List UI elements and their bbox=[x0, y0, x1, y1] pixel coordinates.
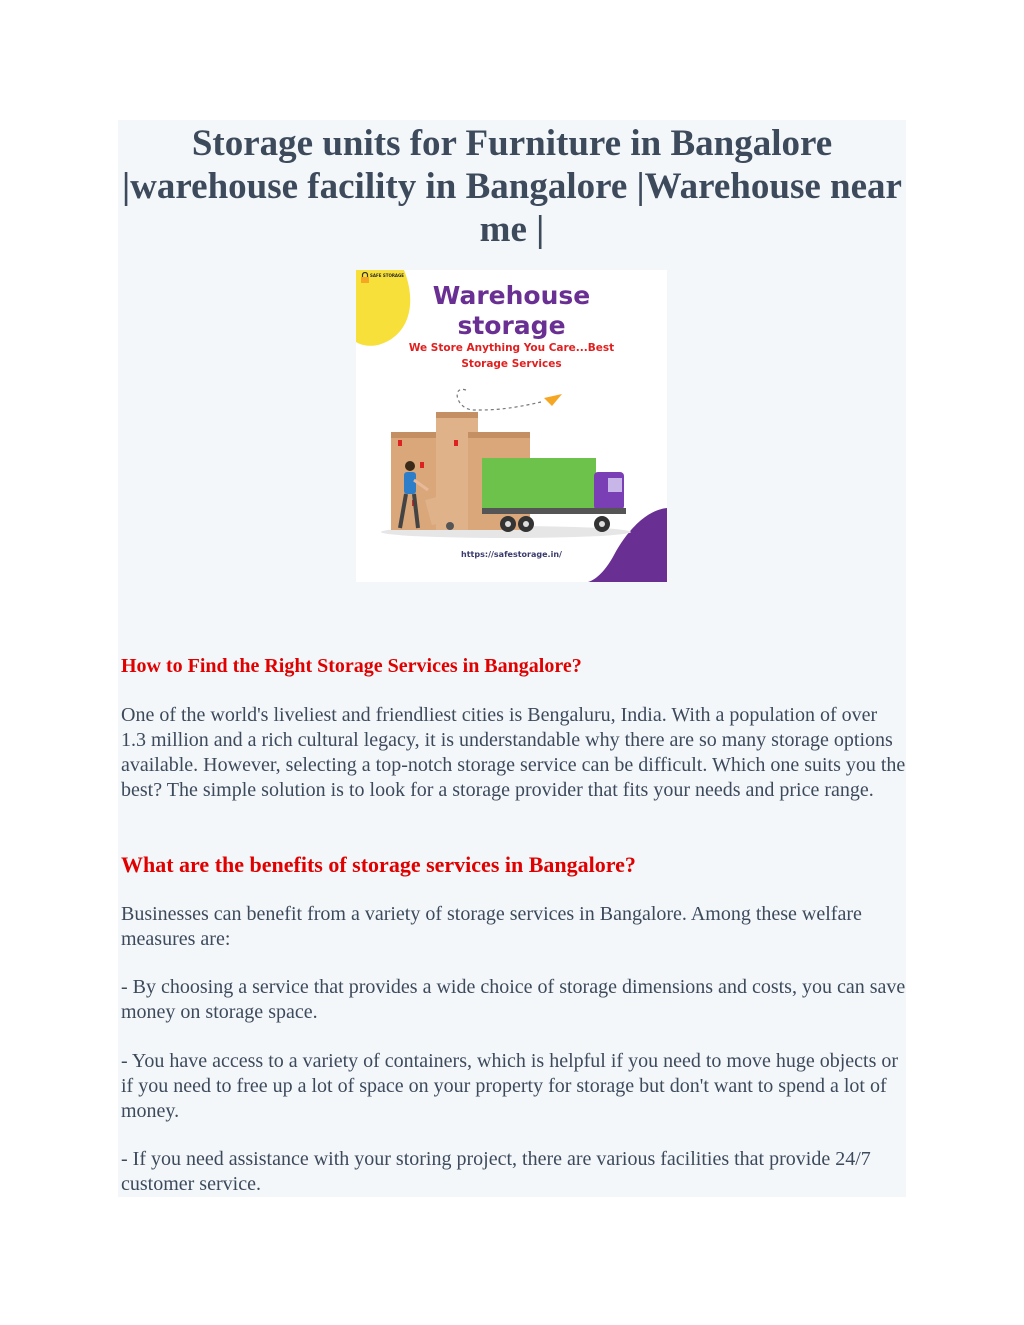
banner-url: https://safestorage.in/ bbox=[461, 550, 562, 559]
benefit-item: - If you need assistance with your storing project, there are various facilities that provide 24/7 customer service. bbox=[121, 1148, 871, 1195]
dotted-path bbox=[457, 389, 541, 410]
banner-tagline: We Store Anything You Care...Best Storage Services bbox=[408, 342, 615, 370]
section1-heading: How to Find the Right Storage Services in Bangalore? bbox=[121, 655, 582, 677]
banner-heading-line1: Warehouse bbox=[432, 281, 591, 310]
truck bbox=[482, 458, 626, 532]
benefit-item: - You have access to a variety of containers, which is helpful if you need to move huge objects or if you need to free up a lot of space on your property for storage but don't want to spend a lot of money. bbox=[121, 1050, 899, 1122]
section2-heading: What are the benefits of storage services in Bangalore? bbox=[121, 852, 636, 877]
section2-intro: Businesses can benefit from a variety of storage services in Bangalore. Among these welfare measures are: bbox=[121, 903, 862, 950]
warehouse-storage-banner bbox=[356, 270, 667, 582]
banner-heading-line2: storage bbox=[457, 311, 566, 340]
page-title: Storage units for Furniture in Bangalore |warehouse facility in Bangalore |Warehouse near me | bbox=[122, 123, 902, 250]
logo-text: SAFE STORAGE bbox=[370, 273, 405, 278]
paper-plane-icon bbox=[544, 394, 562, 406]
benefit-item: - By choosing a service that provides a wide choice of storage dimensions and costs, you can save money on storage space. bbox=[121, 976, 906, 1023]
section1-paragraph: One of the world's liveliest and friendliest cities is Bengaluru, India. With a population of over 1.3 million and a rich cultural legacy, it is understandable why there are so many storage options available. However, selecting a top-notch storage service can be difficult. Which one suits you the best? The simple solution is to look for a storage provider that fits your needs and price range. bbox=[121, 704, 906, 801]
